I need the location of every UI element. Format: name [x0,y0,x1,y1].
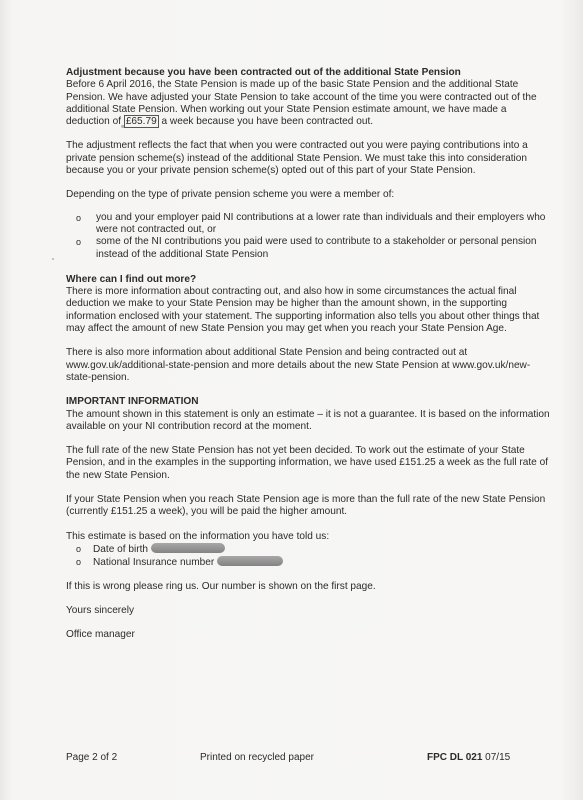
signatory: Office manager [66,629,135,641]
ni-number-label: National Insurance number [93,557,215,569]
letter-body [66,67,552,641]
bullet-icon: o [76,237,82,248]
estimate-paragraph: The amount shown in this statement is only an estimate – it is not a guarantee. It is based on the information available on your NI contribution record at the moment. [66,408,550,432]
deduction-suffix: a week because you have been contracted out. [158,116,374,128]
redacted-date-of-birth [151,543,225,553]
find-out-more-paragraph: There is more information about contracting out, and also how in some circumstances the actual final deduction we make to your State Pension may be higher than the amount shown, in the supporting information enclosed with your statement. The supporting information also tells you about other things that may affect the amount of new State Pension you may get when you reach your State Pension Age. [66,286,540,335]
page-number: Page 2 of 2 [66,752,118,763]
list-item [66,543,552,556]
deduction-prefix: deduction of [66,116,124,128]
scheme-type-list [66,212,552,261]
recycled-paper-note: Printed on recycled paper [200,752,314,763]
bullet-icon: o [76,212,82,223]
adjustment-paragraph: The adjustment reflects the fact that when you were contracted out you were paying contributions into a private pension scheme(s) instead of the additional State Pension. We must take this into consideration because you or your private pension scheme(s) opted out of this part of your State Pension. [66,140,528,177]
important-information-heading: IMPORTANT INFORMATION [66,396,199,408]
paper-speck [52,258,54,260]
signoff: Yours sincerely [66,604,135,616]
wrong-details-paragraph: If this is wrong please ring us. Our number is shown on the first page. [66,580,376,592]
list-item: o you and your employer paid NI contributions at a lower rate than individuals and their employers who were not contracted out, or [76,211,546,235]
contracted-out-heading: Adjustment because you have been contracted out of the additional State Pension [66,67,461,78]
find-out-more-heading: Where can I find out more? [66,273,197,285]
information-told-paragraph: This estimate is based on the information you have told us: [66,530,330,542]
list-item: o some of the NI contributions you paid were used to contribute to a stakeholder or personal pension instead of the additional State Pension [76,236,537,260]
personal-details-list [66,543,552,570]
list-item [66,556,552,569]
higher-amount-paragraph: If your State Pension when you reach State Pension age is more than the full rate of the new State Pension (currently £151.25 a week), you will be paid the higher amount. [66,494,546,518]
date-of-birth-label: Date of birth [93,543,148,555]
form-code: FPC DL 021 [427,752,483,763]
deduction-amount: £65.79 [125,116,157,128]
contracted-out-line-1: Before 6 April 2016, the State Pension is made up of the basic State Pension and the additional State [66,79,519,91]
form-reference [427,752,510,764]
more-information-paragraph: There is also more information about additional State Pension and being contracted out at www.gov.uk/additional-state-pension and more details about the new State Pension at www.gov.uk/new-state-pension. [66,347,531,383]
contracted-out-line-2: Pension. We have adjusted your State Pension to take account of the time you were contracted out of the [66,91,537,103]
contracted-out-line-3: additional State Pension. When working out your State Pension estimate amount, we have made a [66,103,507,115]
scheme-type-paragraph: Depending on the type of private pension scheme you were a member of: [66,189,395,201]
deduction-line [66,116,552,128]
full-rate-paragraph: The full rate of the new State Pension has not yet been decided. To work out the estimate of your State Pension, and in the examples in the supporting information, we have used £151.25 a week as the full rate of the new State Pension. [66,445,549,481]
redacted-ni-number [217,556,283,566]
bullet-icon: o [76,557,82,568]
form-date: 07/15 [482,752,511,763]
bullet-icon: o [76,543,82,554]
